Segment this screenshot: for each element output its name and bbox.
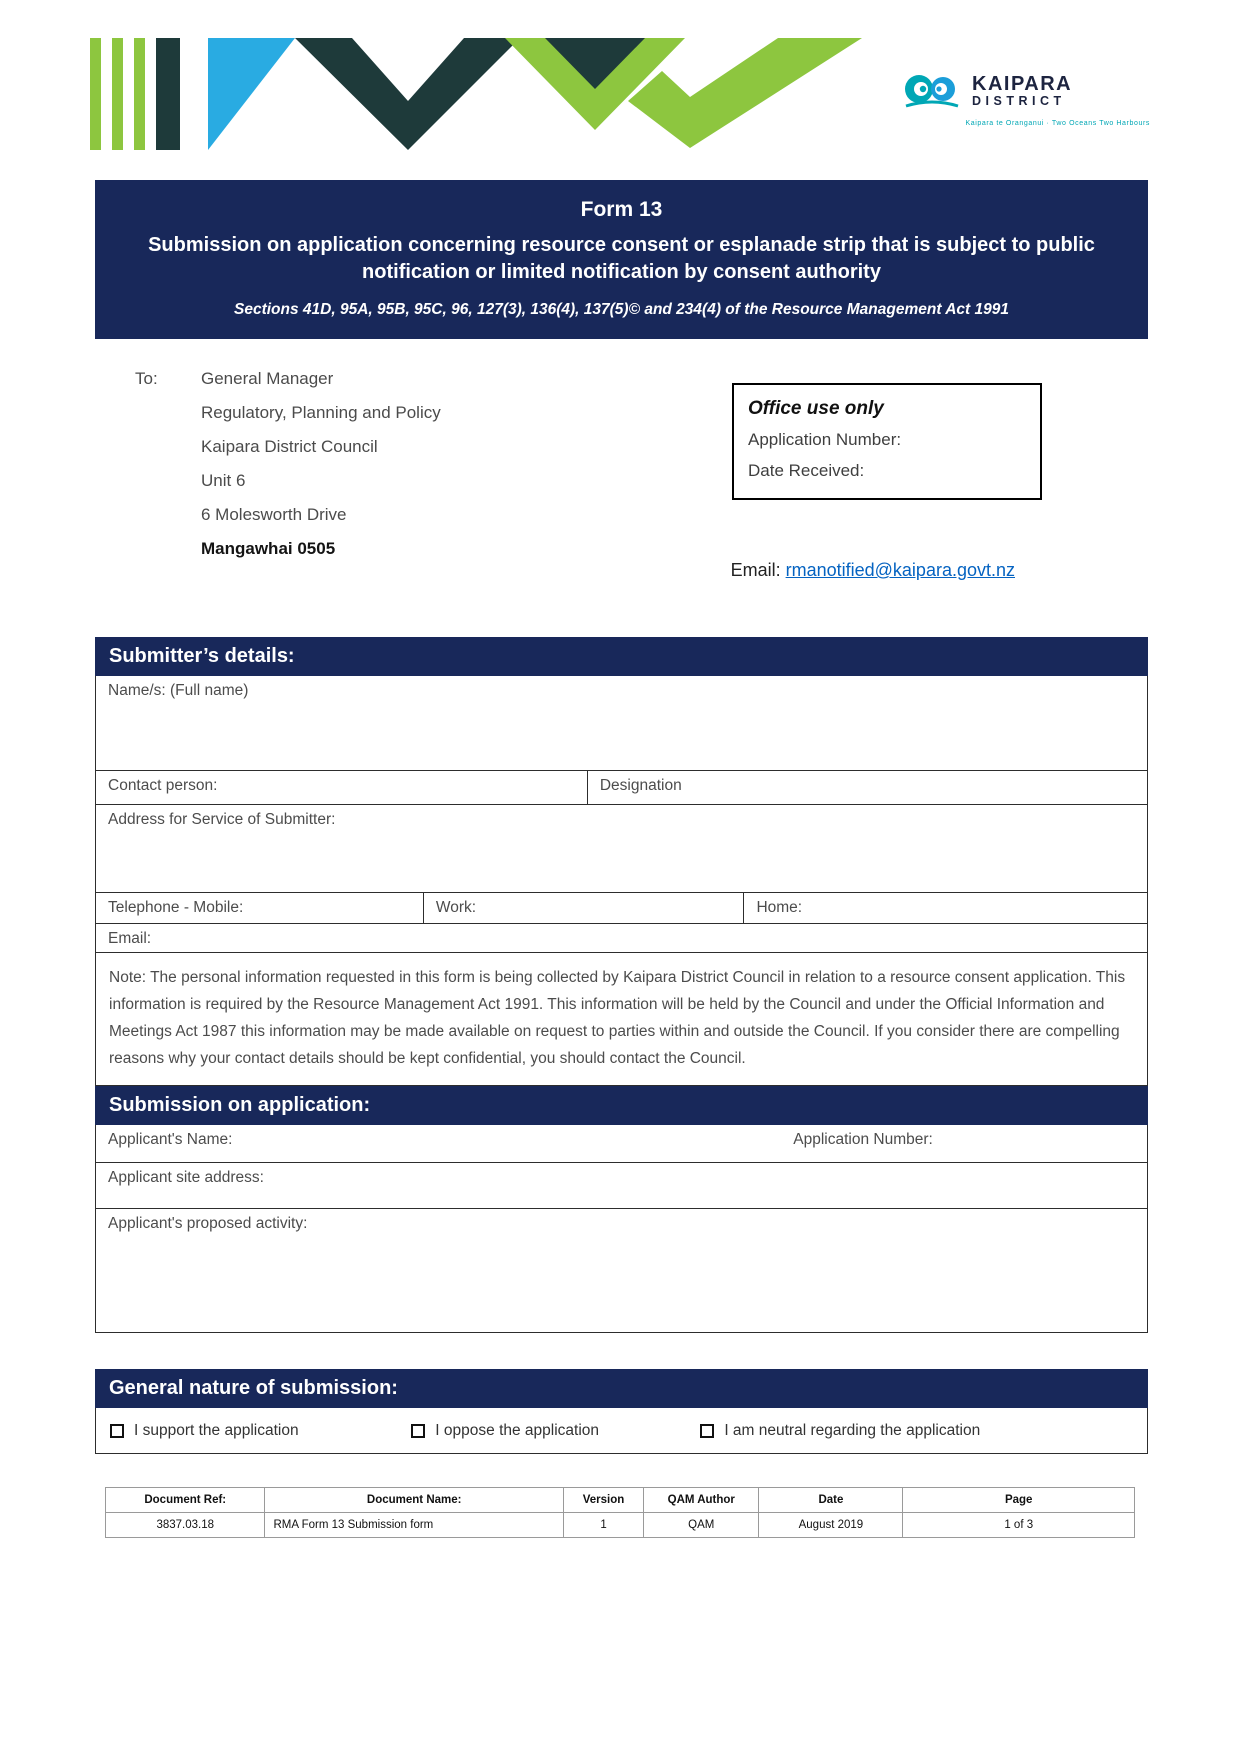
- privacy-note: Note: The personal information requested in this form is being collected by Kaipara District Council in relation to a resource consent application. This information is required by the Resource Management Act 1991. This information will be held by the Council and under the Official Information and Meetings Act 1987 this information may be made available on request to parties within and outside the Council. If you consider there are compelling reasons why your contact details should be kept confidential, you should contact the Council.: [109, 969, 1126, 1067]
- option-support[interactable]: [96, 1422, 411, 1440]
- application-number-label: Application Number:: [748, 430, 902, 449]
- applicant-name-field[interactable]: Applicant's Name:: [108, 1131, 233, 1148]
- office-use-title: Office use only: [748, 398, 884, 419]
- oppose-checkbox[interactable]: [411, 1424, 425, 1438]
- kaipara-logo: [900, 38, 1150, 150]
- logo-district: DISTRICT: [972, 93, 1066, 108]
- banner: [90, 38, 1150, 150]
- support-checkbox[interactable]: [110, 1424, 124, 1438]
- addressee-line: 6 Molesworth Drive: [201, 505, 347, 524]
- footer-header-page: Page: [903, 1488, 1135, 1513]
- designation-field[interactable]: Designation: [599, 777, 682, 794]
- date-received-label: Date Received:: [748, 461, 865, 480]
- address-for-service-field[interactable]: [95, 805, 1148, 893]
- email-field[interactable]: Email:: [108, 930, 152, 947]
- section-general-nature: General nature of submission:: [95, 1369, 1148, 1408]
- addressee-line: Unit 6: [201, 471, 246, 490]
- name-input-area[interactable]: [95, 676, 1148, 771]
- section-submission-on-application: Submission on application:: [95, 1086, 1148, 1125]
- email-link[interactable]: rmanotified@kaipara.govt.nz: [785, 560, 1015, 580]
- addressee-line: General Manager: [201, 369, 334, 388]
- application-number-field[interactable]: Application Number:: [793, 1131, 933, 1148]
- contact-person-field[interactable]: Contact person:: [96, 771, 588, 804]
- to-label: To:: [135, 369, 158, 388]
- telephone-home-field[interactable]: Home:: [756, 899, 803, 916]
- logo-tagline: Kaipara te Oranganui · Two Oceans Two Harbours: [965, 120, 1150, 127]
- applicant-proposed-activity-field[interactable]: Applicant's proposed activity:: [108, 1215, 308, 1232]
- footer-date: August 2019: [759, 1513, 903, 1538]
- footer-qam-author: QAM: [644, 1513, 759, 1538]
- addressee-line: Regulatory, Planning and Policy: [201, 403, 441, 422]
- neutral-label: I am neutral regarding the application: [724, 1421, 981, 1439]
- form-body: [95, 637, 1148, 1454]
- form-header: [95, 180, 1148, 339]
- form-title: Submission on application concerning resource consent or esplanade strip that is subject to public notification or limited notification by consent authority: [148, 234, 1095, 283]
- office-use-box: [732, 383, 1042, 500]
- footer-version: 1: [563, 1513, 643, 1538]
- neutral-checkbox[interactable]: [700, 1424, 714, 1438]
- koru-logo-icon: [900, 70, 964, 112]
- footer-header-version: Version: [563, 1488, 643, 1513]
- footer-doc-ref: 3837.03.18: [106, 1513, 265, 1538]
- support-label: I support the application: [134, 1421, 299, 1439]
- footer-header-date: Date: [759, 1488, 903, 1513]
- name-label: Name/s: (Full name): [108, 682, 249, 699]
- addressee-line: Mangawhai 0505: [201, 539, 336, 558]
- addressee-line: Kaipara District Council: [201, 437, 378, 456]
- spacer: [95, 1333, 1148, 1369]
- footer-doc-name: RMA Form 13 Submission form: [265, 1513, 563, 1538]
- telephone-mobile-field[interactable]: Telephone - Mobile:: [96, 893, 424, 923]
- applicant-site-address-field[interactable]: Applicant site address:: [108, 1169, 264, 1186]
- telephone-work-field[interactable]: Work:: [424, 893, 745, 923]
- oppose-label: I oppose the application: [435, 1421, 600, 1439]
- email-label: Email:: [730, 560, 781, 580]
- document-control-table: [105, 1487, 1135, 1538]
- addressee-area: [95, 362, 1148, 566]
- footer-header-doc-ref: Document Ref:: [106, 1488, 265, 1513]
- option-oppose[interactable]: [411, 1422, 700, 1440]
- section-submitter-details: Submitter’s details:: [95, 637, 1148, 676]
- form-sections-reference: Sections 41D, 95A, 95B, 95C, 96, 127(3), 136(4), 137(5)© and 234(4) of the Resource Management Act 1991: [234, 301, 1009, 318]
- address-label: Address for Service of Submitter:: [108, 811, 336, 828]
- email-line: [0, 560, 1015, 581]
- logo-name: KAIPARA: [972, 72, 1073, 95]
- footer-page: 1 of 3: [903, 1513, 1135, 1538]
- form-number: Form 13: [580, 198, 663, 221]
- footer-header-doc-name: Document Name:: [265, 1488, 563, 1513]
- nature-options-row: [95, 1408, 1148, 1454]
- footer-header-qam-author: QAM Author: [644, 1488, 759, 1513]
- banner-graphic: [90, 38, 868, 150]
- option-neutral[interactable]: [700, 1422, 1147, 1440]
